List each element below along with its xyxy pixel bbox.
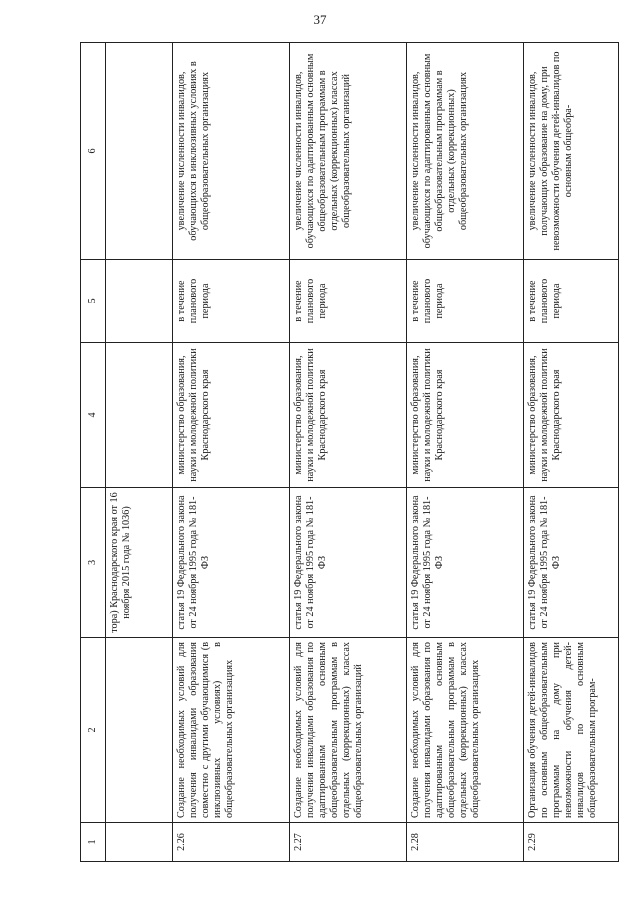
cell-result: увеличение численности инвалидов, обучающихся по адаптированным основным общеобразовательным программам в отдельных (коррекционных) классах общеобразовательных организаций	[290, 43, 407, 260]
header-col-5: 5	[81, 260, 106, 343]
cell-name: Создание необходимых условий для получения инвалидами образования совместно с другими обучающимися (в инклюзивных условиях) в общеобразовательных организациях	[173, 638, 290, 823]
cell-result: увеличение численности инвалидов, получающих образование на дому, при невозможности обучения детей-инвалидов по основным общеобра-	[524, 43, 619, 260]
cell-term: в течение планового периода	[173, 260, 290, 343]
cell-num: 2.26	[173, 823, 290, 862]
cell-executor: министерство образования, науки и молодежной политики Краснодарского края	[173, 343, 290, 488]
cell-term: в течение планового периода	[290, 260, 407, 343]
cell-term: в течение планового периода	[524, 260, 619, 343]
table-row	[290, 43, 407, 862]
measures-table	[80, 42, 619, 862]
cell-result: увеличение численности инвалидов, обучающихся в инклюзивных условиях в общеобразовательных организациях	[173, 43, 290, 260]
cell-name	[106, 638, 173, 823]
cell-executor: министерство образования, науки и молодежной политики Краснодарского края	[290, 343, 407, 488]
cell-basis: статья 19 Федерального закона от 24 ноября 1995 года № 181-ФЗ	[407, 488, 524, 638]
cell-term: в течение планового периода	[407, 260, 524, 343]
header-col-2: 2	[81, 638, 106, 823]
cell-name: Создание необходимых условий для получения инвалидами образования по адаптированным основным общеобразовательным программам в отдельных (коррекционных) классах общеобразовательных организациях	[407, 638, 524, 823]
table-row-continuation	[106, 43, 173, 862]
cell-num: 2.29	[524, 823, 619, 862]
cell-name: Организация обучения детей-инвалидов по основным общеобразовательным программам на дому при невозможности обучения детей-инвалидов по основным общеобразовательным програм-	[524, 638, 619, 823]
cell-basis: тора) Краснодарского края от 16 ноября 2015 года № 1036)	[106, 488, 173, 638]
cell-term	[106, 260, 173, 343]
cell-executor: министерство образования, науки и молодежной политики Краснодарского края	[407, 343, 524, 488]
cell-result: увеличение численности инвалидов, обучающихся по адаптированным основным общеобразовательным программам в отдельных (коррекционных) общеобразовательных организациях	[407, 43, 524, 260]
cell-basis: статья 19 Федерального закона от 24 ноября 1995 года № 181-ФЗ	[173, 488, 290, 638]
table-row	[407, 43, 524, 862]
table-header-row	[81, 43, 106, 862]
header-col-1: 1	[81, 823, 106, 862]
cell-num: 2.28	[407, 823, 524, 862]
cell-executor: министерство образования, науки и молодежной политики Краснодарского края	[524, 343, 619, 488]
header-col-6: 6	[81, 43, 106, 260]
cell-name: Создание необходимых условий для получения инвалидами образования по адаптированным основным общеобразовательным программам в отдельных (коррекционных) классах общеобразовательных организаций	[290, 638, 407, 823]
cell-basis: статья 19 Федерального закона от 24 ноября 1995 года № 181-ФЗ	[524, 488, 619, 638]
cell-num	[106, 823, 173, 862]
page-number: 37	[313, 12, 327, 27]
table-row	[524, 43, 619, 862]
cell-basis: статья 19 Федерального закона от 24 ноября 1995 года № 181-ФЗ	[290, 488, 407, 638]
table-row	[173, 43, 290, 862]
cell-result	[106, 43, 173, 260]
header-col-4: 4	[81, 343, 106, 488]
rotated-table-wrapper	[80, 42, 602, 862]
cell-executor	[106, 343, 173, 488]
header-col-3: 3	[81, 488, 106, 638]
cell-num: 2.27	[290, 823, 407, 862]
